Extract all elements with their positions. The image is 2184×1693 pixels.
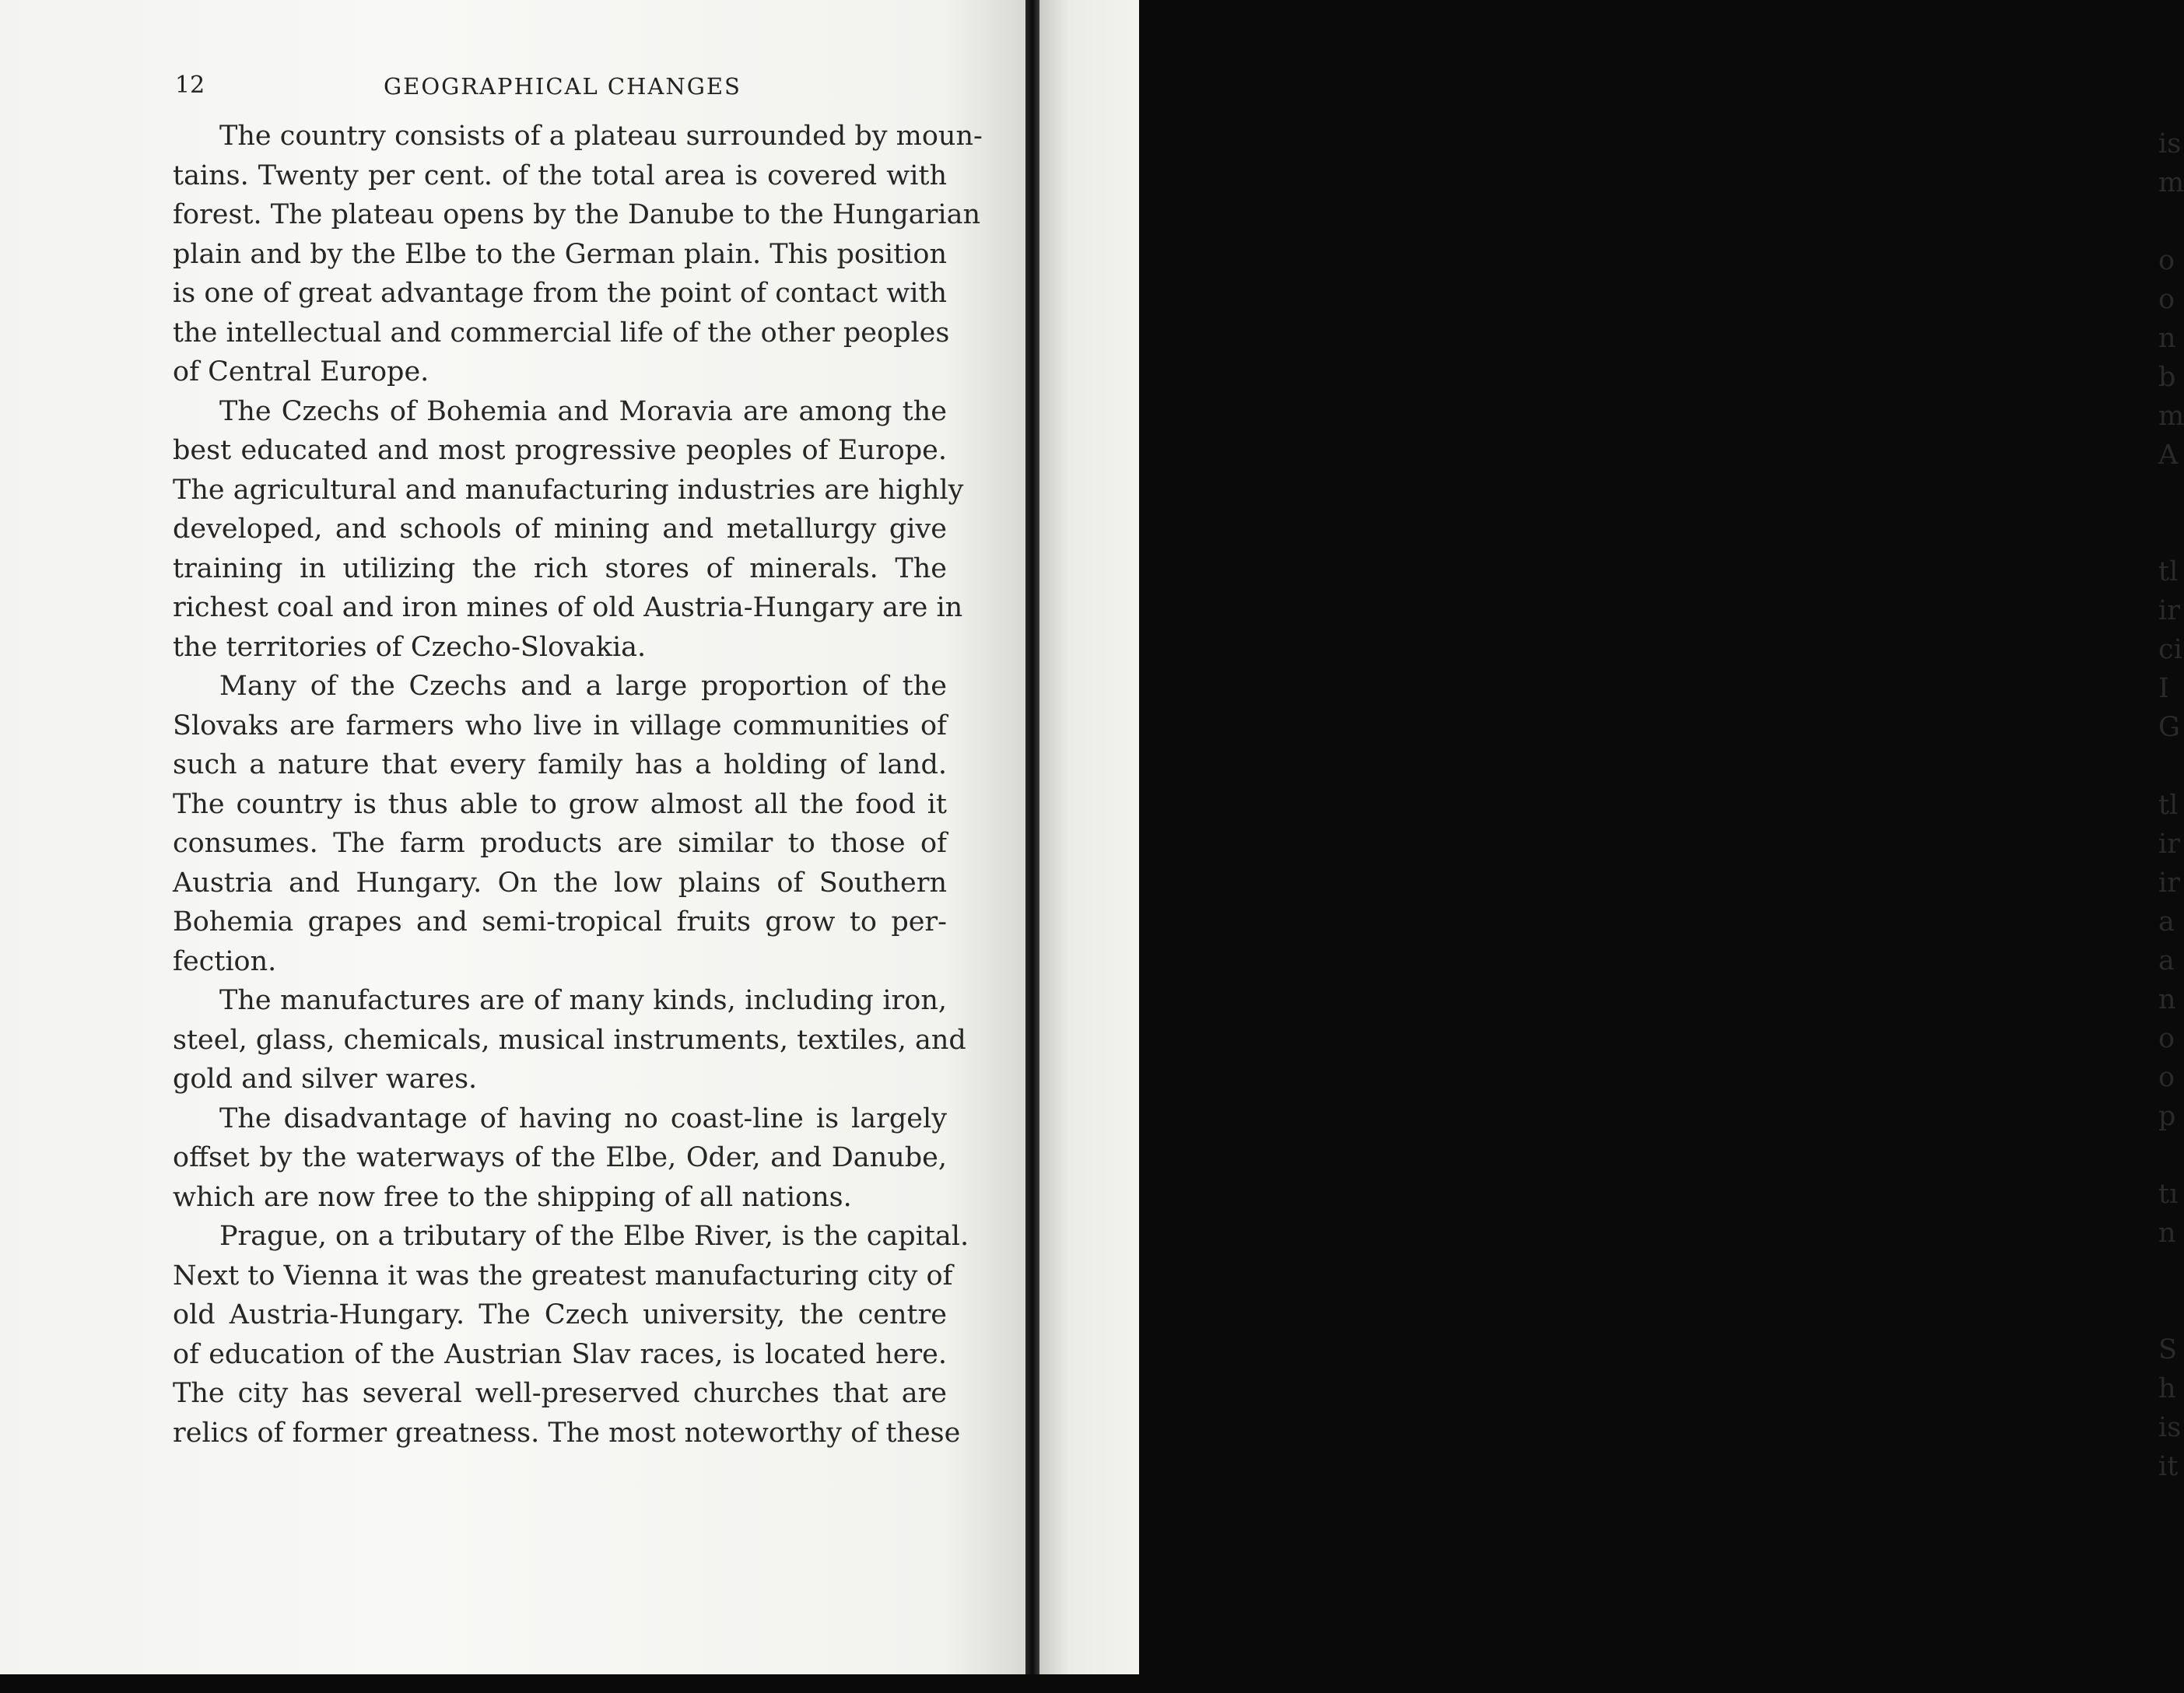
paragraph [173,981,966,1099]
facing-page-fragments [2158,124,2184,1482]
facing-page-fragment: G [2158,712,2180,743]
text-line: Next to Vienna it was the greatest manufacturing city of [173,1260,953,1292]
text-line: Slovaks are farmers who live in village communities of [173,710,947,741]
facing-page-fragment: ir [2158,595,2180,626]
text-line: is one of great advantage from the point of contact with [173,278,947,309]
text-line: Bohemia grapes and semi-tropical fruits grow to per- [173,906,947,938]
facing-page-fragment: h [2158,1373,2176,1404]
text-line: plain and by the Elbe to the German plain. This position [173,238,947,270]
book-gutter [1025,0,1039,1693]
facing-page-fragment: o [2158,284,2175,315]
paragraph [173,667,951,981]
facing-page-fragment: o [2158,1023,2175,1054]
facing-page-fragment: tl [2158,556,2179,587]
text-line: of education of the Austrian Slav races, is located here. [173,1338,947,1370]
facing-page-fragment: A [2158,440,2179,471]
facing-page-fragment: tl [2158,790,2179,821]
text-line: richest coal and iron mines of old Austria-Hungary are in [173,592,963,623]
paragraph [173,392,964,668]
facing-page-fragment: ci [2158,634,2182,665]
text-line: fection. [173,945,277,977]
text-line: steel, glass, chemicals, musical instruments, textiles, and [173,1024,966,1056]
facing-page-fragment: b [2158,362,2176,393]
text-line: The country is thus able to grow almost all the food it [173,788,947,820]
text-line: The country consists of a plateau surrounded by moun- [219,121,983,152]
facing-page-fragment: it [2158,1451,2179,1482]
text-line: Many of the Czechs and a large proportion of the [219,671,947,702]
paragraph [173,1099,951,1218]
facing-page-fragment: S [2158,1334,2177,1365]
facing-page-fragment: m [2158,167,2184,198]
text-line: Prague, on a tributary of the Elbe River, is the capital. [219,1221,969,1252]
facing-page-fragment: is [2158,1412,2182,1443]
facing-page-fragment: p [2158,1101,2176,1132]
facing-page-fragment: is [2158,128,2182,159]
body-text [173,117,983,1453]
scan-border [0,1674,1139,1693]
text-line: the territories of Czecho-Slovakia. [173,631,647,663]
text-line: offset by the waterways of the Elbe, Oder, and Danube, [173,1142,947,1173]
paragraph [173,1217,969,1453]
facing-page-fragment: o [2158,1062,2175,1093]
facing-page-fragment: a [2158,906,2175,938]
facing-page-edge [1039,0,2184,1674]
running-head [175,72,953,110]
text-line: The manufactures are of many kinds, including iron, [219,985,947,1016]
text-line: such a nature that every family has a holding of land. [173,749,947,780]
text-line: old Austria-Hungary. The Czech university, the centre [173,1299,947,1330]
facing-page-fragment: ir [2158,868,2180,899]
left-page [0,0,1025,1674]
facing-page-fragment: n [2158,1218,2176,1249]
text-line: The agricultural and manufacturing industries are highly [173,474,964,506]
text-line: forest. The plateau opens by the Danube to the Hungarian [173,199,980,230]
facing-page-fragment: tı [2158,1179,2179,1210]
text-line: the intellectual and commercial life of the other peoples [173,317,950,349]
facing-page-fragment: a [2158,945,2175,976]
facing-page-fragment: I [2158,673,2169,704]
text-line: The Czechs of Bohemia and Moravia are among the [219,395,947,427]
text-line: of Central Europe. [173,356,429,387]
paragraph [173,117,983,392]
text-line: The city has several well-preserved churches that are [173,1378,947,1409]
facing-page-fragment: n [2158,323,2176,354]
facing-page-fragment: ir [2158,829,2180,860]
text-line: best educated and most progressive peoples of Europe. [173,435,947,466]
text-line: tains. Twenty per cent. of the total area is covered with [173,159,947,191]
text-line: The disadvantage of having no coast-line is largely [219,1102,947,1134]
text-line: relics of former greatness. The most noteworthy of these [173,1417,961,1449]
text-line: Austria and Hungary. On the low plains of Southern [173,867,947,899]
page-number: 12 [175,72,205,99]
text-line: training in utilizing the rich stores of minerals. The [173,552,947,584]
facing-page-fragment: m [2158,401,2184,432]
text-line: developed, and schools of mining and metallurgy give [173,514,947,545]
text-line: gold and silver wares. [173,1064,478,1095]
text-line: consumes. The farm products are similar to those of [173,828,947,859]
running-title: GEOGRAPHICAL CHANGES [384,73,741,100]
facing-page-fragment: o [2158,245,2175,276]
text-line: which are now free to the shipping of all nations. [173,1181,852,1213]
facing-page-fragment: n [2158,984,2176,1015]
